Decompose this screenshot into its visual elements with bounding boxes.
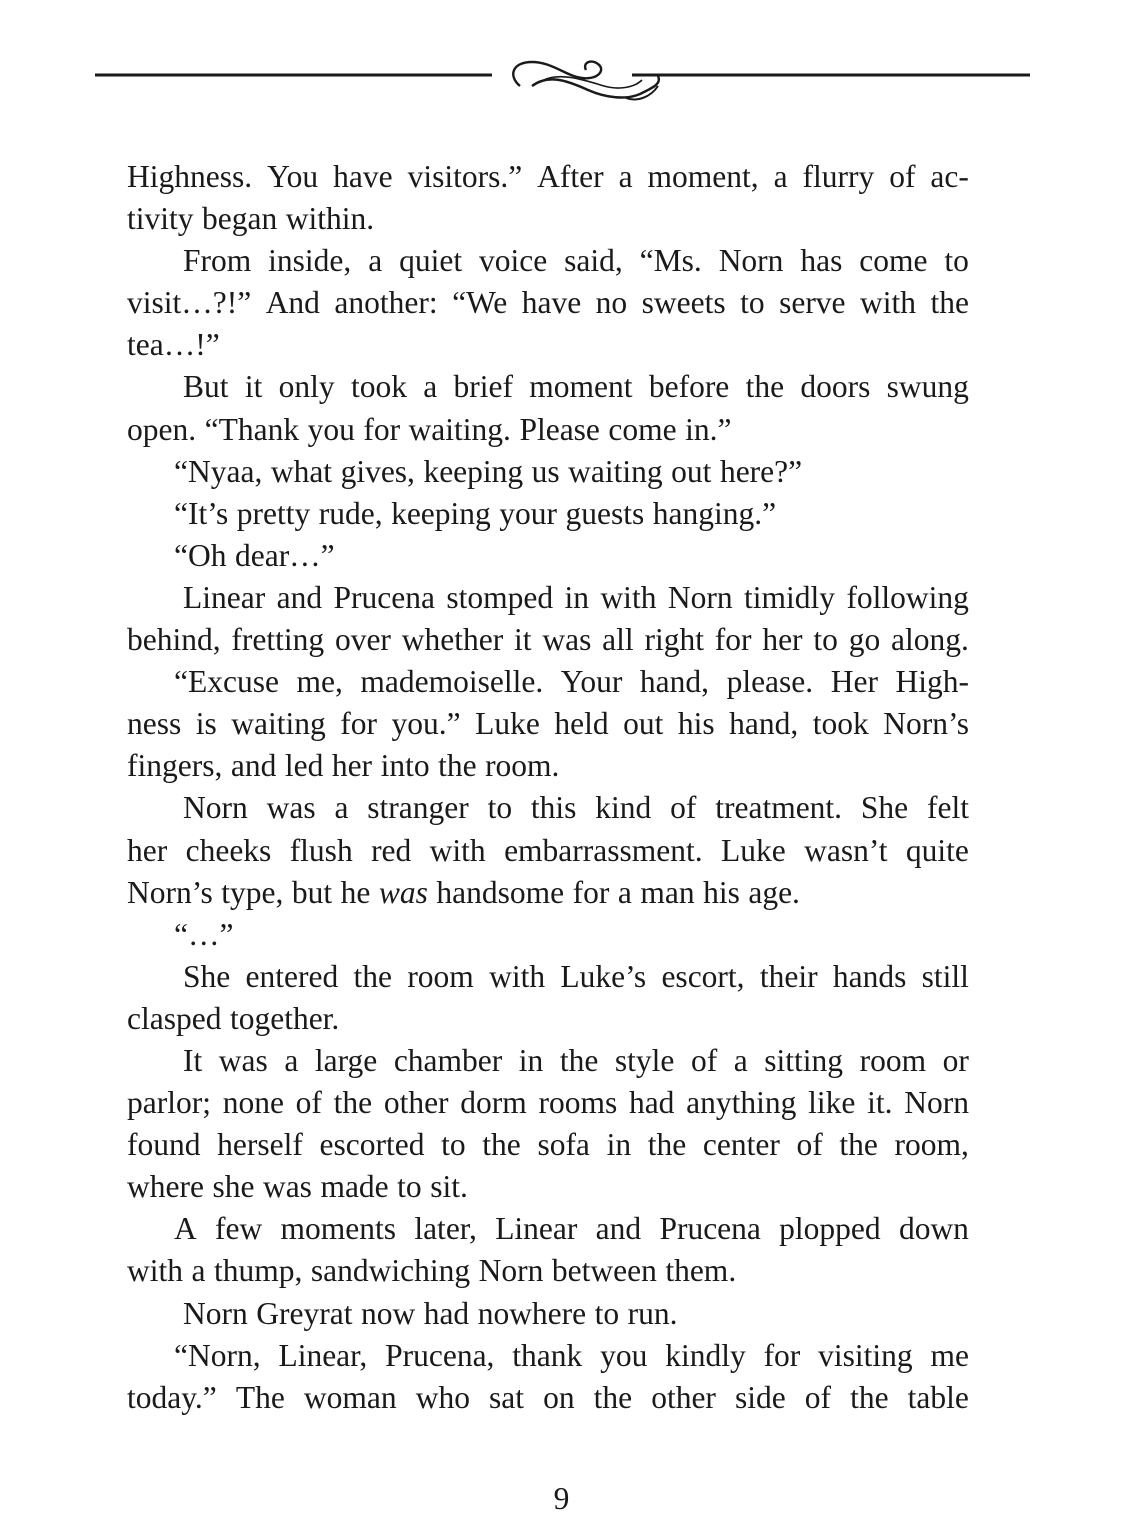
word: tivity: [127, 201, 194, 237]
word: Highness.: [127, 159, 253, 194]
word: “Oh: [174, 537, 227, 573]
word: none: [222, 1085, 284, 1121]
word: with: [429, 832, 486, 868]
word: the: [333, 1085, 373, 1121]
text-line: [127, 493, 969, 535]
text-line: [127, 451, 969, 493]
word: “It’s: [174, 495, 229, 531]
word: sofa: [537, 1127, 590, 1163]
text-line: [127, 240, 969, 282]
text-line: [127, 914, 969, 956]
word: Luke: [721, 832, 786, 868]
word: And: [265, 285, 320, 321]
word: Her: [830, 664, 878, 700]
word: wasn’t: [804, 832, 888, 868]
text-line: [127, 830, 969, 872]
word: sat: [489, 1379, 525, 1415]
page-number: 9: [553, 1481, 570, 1516]
word: it: [514, 622, 532, 658]
word: a: [773, 159, 788, 194]
word: large: [314, 1042, 378, 1078]
word: all: [602, 622, 634, 658]
word: have: [521, 285, 582, 321]
word: inside,: [268, 243, 352, 279]
word: Please: [519, 411, 600, 447]
word: She: [183, 958, 231, 994]
word: was: [218, 1042, 268, 1078]
word: serve: [779, 285, 846, 321]
word: waiting.: [408, 411, 511, 447]
word: with: [600, 579, 657, 615]
word: his: [677, 706, 715, 742]
word: within.: [285, 201, 375, 237]
word: After: [537, 159, 604, 194]
word: kindly: [665, 1337, 746, 1373]
word: table: [907, 1379, 969, 1415]
word: guests: [565, 495, 645, 531]
word: age.: [748, 874, 800, 910]
word: another:: [334, 285, 438, 321]
word: sandwiching: [310, 1253, 471, 1289]
word: Linear,: [278, 1337, 368, 1373]
word: before: [648, 369, 730, 405]
word: felt: [927, 790, 969, 826]
word: had: [423, 1295, 470, 1331]
word: the: [353, 958, 393, 994]
word: rude,: [318, 495, 383, 531]
word: The: [235, 1379, 285, 1415]
word: hand,: [639, 664, 710, 700]
word: her: [127, 832, 168, 868]
word: to: [594, 1295, 620, 1331]
word: had: [628, 1085, 675, 1121]
word: Luke: [475, 706, 540, 742]
word: with: [489, 958, 546, 994]
word: A: [174, 1211, 197, 1247]
word: Norn: [478, 1253, 544, 1289]
word: “…”: [174, 916, 234, 952]
word: out: [671, 453, 712, 489]
text-line: [127, 1335, 969, 1377]
word: where: [127, 1169, 204, 1205]
word: please.: [726, 664, 814, 700]
word: Linear: [183, 579, 266, 615]
word: in.”: [685, 411, 732, 447]
word: other: [651, 1379, 716, 1415]
word: the: [593, 1379, 633, 1415]
word: Luke’s: [560, 958, 647, 994]
text-line: [127, 1250, 969, 1292]
word: keeping: [391, 495, 491, 531]
word: along.: [891, 622, 969, 658]
word: to: [740, 285, 765, 321]
word: began: [202, 201, 278, 237]
word: led: [284, 748, 324, 784]
word: today.”: [127, 1379, 217, 1415]
text-line: [127, 872, 969, 914]
word: held: [554, 706, 609, 742]
word: what: [270, 453, 333, 489]
word: From: [183, 243, 252, 279]
text-line: [127, 956, 969, 998]
word: found: [127, 1127, 201, 1163]
word: the: [647, 1127, 687, 1163]
word: “We: [452, 285, 508, 321]
word: now: [360, 1295, 416, 1331]
word: herself: [217, 1127, 303, 1163]
word: took: [812, 706, 869, 742]
word: gives,: [340, 453, 415, 489]
word: to: [487, 790, 513, 826]
word: dear…”: [234, 537, 335, 573]
word: me: [930, 1337, 969, 1373]
word: quite: [905, 832, 969, 868]
word: plopped: [779, 1211, 881, 1247]
word: center: [702, 1127, 780, 1163]
text-line: [127, 661, 969, 703]
word: it: [244, 369, 263, 405]
word: Prucena: [333, 579, 435, 615]
text-line: [127, 409, 969, 451]
word: have: [333, 159, 393, 194]
text-line: [127, 787, 969, 829]
word: in: [606, 1127, 632, 1163]
word: thank: [512, 1337, 583, 1373]
word: High-: [895, 664, 969, 700]
word: following: [846, 579, 969, 615]
word: tea…!”: [127, 327, 220, 363]
word: You: [267, 159, 319, 194]
word: to: [813, 622, 838, 658]
word: Norn: [183, 790, 248, 826]
header-flourish-ornament: [0, 40, 1123, 120]
word: Prucena: [659, 1211, 761, 1247]
word: to: [441, 1127, 466, 1163]
text-line: [127, 703, 969, 745]
word: clasped: [127, 1000, 222, 1036]
text-line: [127, 324, 969, 366]
body-text: [127, 156, 969, 1419]
text-line: [127, 1293, 969, 1335]
word: “Thank: [204, 411, 300, 447]
text-line: [127, 745, 969, 787]
word: the: [438, 748, 477, 784]
text-line: [127, 156, 969, 198]
word: for: [572, 874, 610, 910]
word: for: [340, 706, 377, 742]
word: flurry: [802, 159, 875, 194]
word: “Ms.: [639, 243, 702, 279]
word: Your: [560, 664, 623, 700]
word: the: [559, 1042, 599, 1078]
text-line: [127, 1082, 969, 1124]
word: a: [733, 1042, 748, 1078]
word: she: [212, 1169, 255, 1205]
word: moment: [529, 369, 633, 405]
word: sitting: [764, 1042, 844, 1078]
word: It: [183, 1042, 203, 1078]
word: embarrassment.: [504, 832, 703, 868]
word: into: [380, 748, 430, 784]
word: sit.: [430, 1169, 468, 1205]
word: out: [623, 706, 664, 742]
word: a: [423, 369, 438, 405]
word: to: [397, 1169, 422, 1205]
word: side: [734, 1379, 786, 1415]
word: “Excuse: [174, 664, 279, 700]
word: of: [889, 159, 916, 194]
word: he: [340, 874, 371, 910]
word: it.: [867, 1085, 893, 1121]
word: the: [839, 1127, 878, 1163]
word: them.: [665, 1253, 737, 1289]
word: “Nyaa,: [174, 453, 263, 489]
word: the: [930, 285, 969, 321]
word: thump,: [214, 1253, 303, 1289]
word: rooms: [538, 1085, 618, 1121]
word: Norn’s: [127, 874, 213, 910]
word: room: [407, 958, 474, 994]
word: treatment.: [715, 790, 843, 826]
word: style: [614, 1042, 675, 1078]
word: to: [944, 243, 969, 279]
word: over: [334, 622, 391, 658]
word: run.: [627, 1295, 678, 1331]
word: waiting: [231, 706, 326, 742]
word: of: [670, 790, 697, 826]
word: hands: [832, 958, 907, 994]
word: man: [640, 874, 695, 910]
text-line: [127, 535, 969, 577]
word: Norn: [183, 1295, 248, 1331]
word: the: [482, 1127, 521, 1163]
word: the: [850, 1379, 889, 1415]
word: open.: [127, 411, 197, 447]
word: still: [921, 958, 969, 994]
word: mademoiselle.: [360, 664, 544, 700]
word: and: [230, 748, 277, 784]
word: her: [331, 748, 373, 784]
word: dorm: [460, 1085, 527, 1121]
word: you.”: [391, 706, 461, 742]
word: was: [266, 790, 316, 826]
word: go: [848, 622, 881, 658]
word: nowhere: [477, 1295, 587, 1331]
word: Norn’s: [883, 706, 969, 742]
word: brief: [453, 369, 513, 405]
word: hand,: [729, 706, 799, 742]
text-line: [127, 1208, 969, 1250]
word: stranger: [367, 790, 469, 826]
word: in: [564, 579, 590, 615]
text-line: [127, 366, 969, 408]
word: other: [383, 1085, 449, 1121]
word: was: [378, 874, 428, 910]
word: on: [543, 1379, 575, 1415]
word: quiet: [399, 243, 463, 279]
word: us: [531, 453, 560, 489]
word: me,: [296, 664, 343, 700]
word: “Norn,: [174, 1337, 261, 1373]
word: the: [745, 369, 785, 405]
word: for: [363, 411, 401, 447]
word: of: [796, 1127, 823, 1163]
word: and: [276, 579, 323, 615]
word: or: [942, 1042, 969, 1078]
word: whether: [401, 622, 504, 658]
word: has: [800, 243, 843, 279]
word: a: [284, 1042, 299, 1078]
word: visiting: [818, 1337, 913, 1373]
word: room: [859, 1042, 927, 1078]
text-line: [127, 282, 969, 324]
word: but: [291, 874, 333, 910]
word: between: [551, 1253, 657, 1289]
word: type,: [221, 874, 284, 910]
word: you: [600, 1337, 648, 1373]
word: his: [703, 874, 740, 910]
word: swung: [886, 369, 969, 405]
word: this: [530, 790, 577, 826]
word: escorted: [319, 1127, 425, 1163]
text-line: [127, 1377, 969, 1419]
word: down: [898, 1211, 969, 1247]
word: pretty: [236, 495, 311, 531]
word: Linear: [495, 1211, 578, 1247]
word: Norn: [718, 243, 784, 279]
word: Norn: [667, 579, 733, 615]
word: is: [195, 706, 217, 742]
word: said,: [564, 243, 623, 279]
word: visitors.”: [407, 159, 523, 194]
word: red: [371, 832, 412, 868]
word: Prucena,: [385, 1337, 495, 1373]
word: a: [334, 790, 349, 826]
word: for: [714, 622, 752, 658]
word: of: [295, 1085, 322, 1121]
word: woman: [303, 1379, 397, 1415]
word: Greyrat: [256, 1295, 353, 1331]
word: behind,: [127, 622, 221, 658]
word: a: [368, 243, 383, 279]
word: a: [191, 1253, 206, 1289]
word: made: [320, 1169, 389, 1205]
text-line: [127, 619, 969, 661]
word: fingers,: [127, 748, 223, 784]
text-line: [127, 1124, 969, 1166]
word: like: [808, 1085, 856, 1121]
word: of: [804, 1379, 832, 1415]
word: cheeks: [185, 832, 272, 868]
word: doors: [800, 369, 871, 405]
text-line: [127, 998, 969, 1040]
word: moments: [280, 1211, 397, 1247]
word: sweets: [641, 285, 726, 321]
word: flush: [289, 832, 353, 868]
word: handsome: [436, 874, 565, 910]
word: ness: [127, 706, 182, 742]
word: right: [644, 622, 704, 658]
word: waiting: [568, 453, 663, 489]
word: fretting: [231, 622, 325, 658]
word: for: [763, 1337, 801, 1373]
word: her: [762, 622, 803, 658]
text-line: [127, 577, 969, 619]
word: chamber: [393, 1042, 503, 1078]
word: ac-: [930, 159, 969, 194]
word: you: [307, 411, 355, 447]
word: But: [183, 369, 229, 405]
word: anything: [686, 1085, 797, 1121]
word: was: [542, 622, 592, 658]
word: with: [860, 285, 917, 321]
word: in: [518, 1042, 544, 1078]
word: entered: [245, 958, 339, 994]
word: a: [618, 159, 633, 194]
word: visit…?!”: [127, 285, 252, 321]
text-line: [127, 198, 969, 240]
word: come: [859, 243, 928, 279]
word: come: [608, 411, 677, 447]
word: only: [278, 369, 335, 405]
word: escort,: [661, 958, 745, 994]
word: here?”: [719, 453, 803, 489]
word: timidly: [744, 579, 836, 615]
word: took: [350, 369, 407, 405]
word: their: [759, 958, 818, 994]
word: with: [127, 1253, 184, 1289]
word: who: [415, 1379, 470, 1415]
word: Norn: [904, 1085, 969, 1121]
word: hanging.”: [652, 495, 777, 531]
word: kind: [595, 790, 652, 826]
word: keeping: [423, 453, 524, 489]
word: together.: [229, 1000, 340, 1036]
word: your: [499, 495, 558, 531]
word: no: [595, 285, 628, 321]
word: later,: [414, 1211, 477, 1247]
word: stomped: [446, 579, 554, 615]
word: few: [215, 1211, 263, 1247]
text-line: [127, 1166, 969, 1208]
word: a: [617, 874, 632, 910]
word: was: [262, 1169, 312, 1205]
word: room,: [894, 1127, 969, 1163]
word: room.: [485, 748, 560, 784]
word: She: [860, 790, 909, 826]
word: parlor;: [127, 1085, 211, 1121]
word: of: [690, 1042, 718, 1078]
word: and: [595, 1211, 642, 1247]
word: moment,: [647, 159, 759, 194]
word: voice: [479, 243, 548, 279]
text-line: [127, 1040, 969, 1082]
